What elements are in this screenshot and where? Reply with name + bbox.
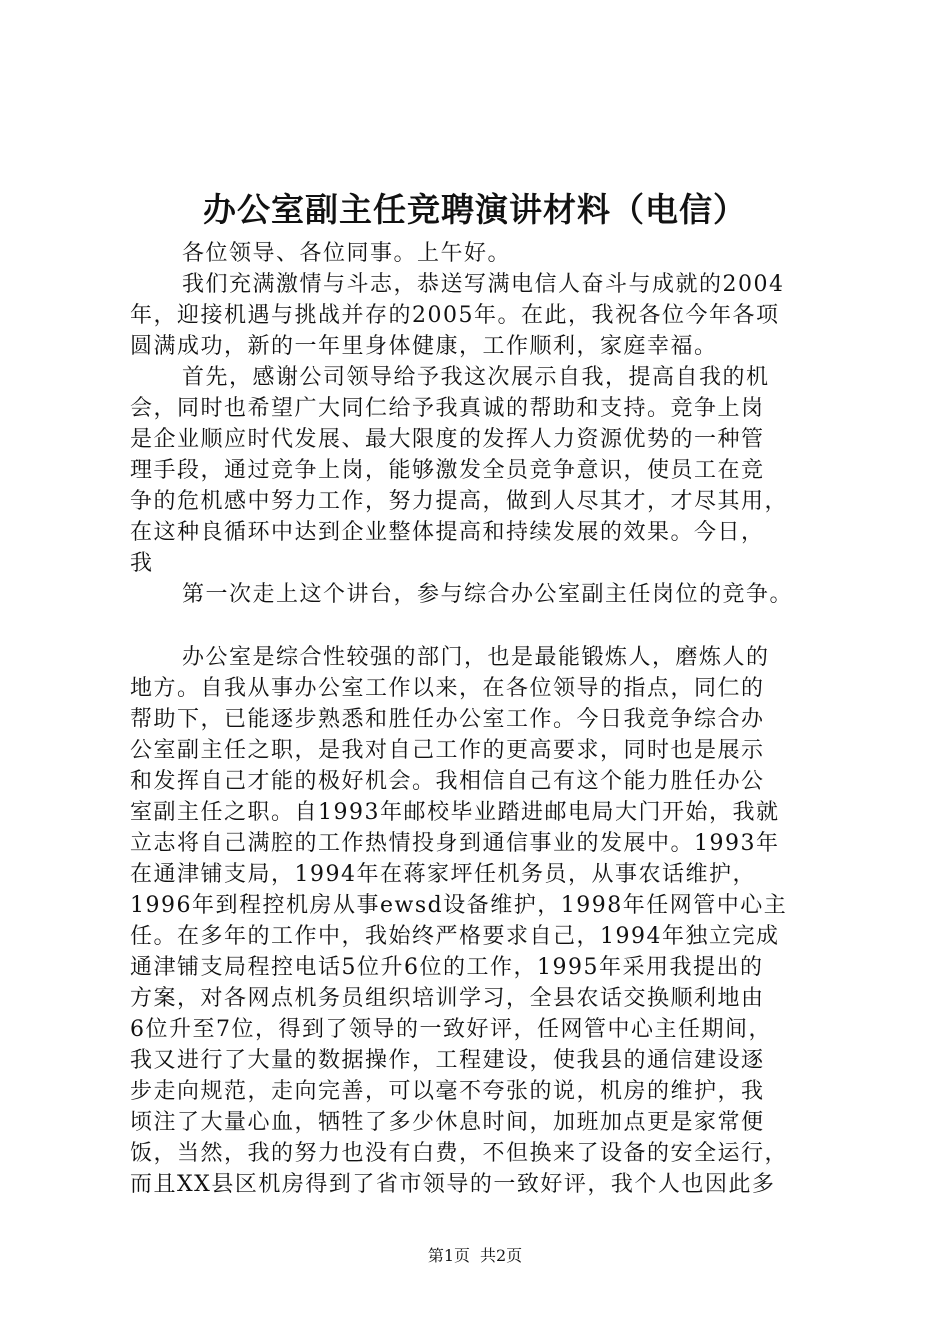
greeting-paragraph: 各位领导、各位同事。上午好。 [182, 241, 512, 266]
paragraph-line: 公室副主任之职，是我对自己工作的更高要求，同时也是展示 [130, 738, 765, 763]
paragraph-line: 年，迎接机遇与挑战并存的2005年。在此，我祝各位今年各项 [130, 303, 780, 328]
page-total: 共2页 [480, 1246, 523, 1265]
document-title: 办公室副主任竞聘演讲材料（电信） [203, 190, 747, 229]
paragraph-line: 室副主任之职。自1993年邮校毕业踏进邮电局大门开始，我就 [130, 800, 780, 825]
paragraph-line: 方案，对各网点机务员组织培训学习，全县农话交换顺利地由 [130, 986, 765, 1011]
paragraph-line: 第一次走上这个讲台，参与综合办公室副主任岗位的竞争。 [182, 582, 794, 607]
paragraph-line: 帮助下，已能逐步熟悉和胜任办公室工作。今日我竞争综合办 [130, 707, 765, 732]
paragraph-line: 顷注了大量心血，牺牲了多少休息时间，加班加点更是家常便 [130, 1110, 765, 1135]
paragraph-line: 我 [130, 551, 154, 576]
page-footer [0, 1246, 950, 1266]
paragraph-line: 我们充满激情与斗志，恭送写满电信人奋斗与成就的2004 [182, 272, 785, 297]
paragraph-line: 我又进行了大量的数据操作，工程建设，使我县的通信建设逐 [130, 1048, 765, 1073]
paragraph-line: 而且XX县区机房得到了省市领导的一致好评，我个人也因此多 [130, 1172, 776, 1197]
paragraph-line: 理手段，通过竞争上岗，能够激发全员竞争意识，使员工在竞 [130, 458, 765, 483]
paragraph-line: 在这种良循环中达到企业整体提高和持续发展的效果。今日， [130, 520, 765, 545]
paragraph-line: 通津铺支局程控电话5位升6位的工作，1995年采用我提出的 [130, 955, 764, 980]
paragraph-line: 6位升至7位，得到了领导的一致好评，任网管中心主任期间， [130, 1017, 772, 1042]
paragraph-line: 圆满成功，新的一年里身体健康，工作顺利，家庭幸福。 [130, 334, 718, 359]
paragraph-line: 步走向规范，走向完善，可以毫不夸张的说，机房的维护，我 [130, 1079, 765, 1104]
page-number: 第1页 [427, 1246, 470, 1265]
paragraph-line: 在通津铺支局，1994年在蒋家坪任机务员，从事农话维护， [130, 862, 756, 887]
paragraph-line: 是企业顺应时代发展、最大限度的发挥人力资源优势的一种管 [130, 427, 765, 452]
paragraph-line: 地方。自我从事办公室工作以来，在各位领导的指点，同仁的 [130, 676, 765, 701]
paragraph-line: 饭，当然，我的努力也没有白费，不但换来了设备的安全运行， [130, 1141, 789, 1166]
paragraph-line: 1996年到程控机房从事ewsd设备维护，1998年任网管中心主 [130, 893, 788, 918]
paragraph-line: 争的危机感中努力工作，努力提高，做到人尽其才，才尽其用， [130, 489, 789, 514]
document-body [130, 238, 830, 1200]
paragraph-line: 办公室是综合性较强的部门，也是最能锻炼人，磨炼人的 [182, 645, 770, 670]
paragraph-line: 会，同时也希望广大同仁给予我真诚的帮助和支持。竞争上岗 [130, 396, 765, 421]
paragraph-line: 首先，感谢公司领导给予我这次展示自我，提高自我的机 [182, 365, 770, 390]
paragraph-spacer [130, 610, 830, 642]
paragraph-line: 任。在多年的工作中，我始终严格要求自己，1994年独立完成 [130, 924, 780, 949]
paragraph-line: 和发挥自己才能的极好机会。我相信自己有这个能力胜任办公 [130, 769, 765, 794]
paragraph-line: 立志将自己满腔的工作热情投身到通信事业的发展中。1993年 [130, 831, 780, 856]
